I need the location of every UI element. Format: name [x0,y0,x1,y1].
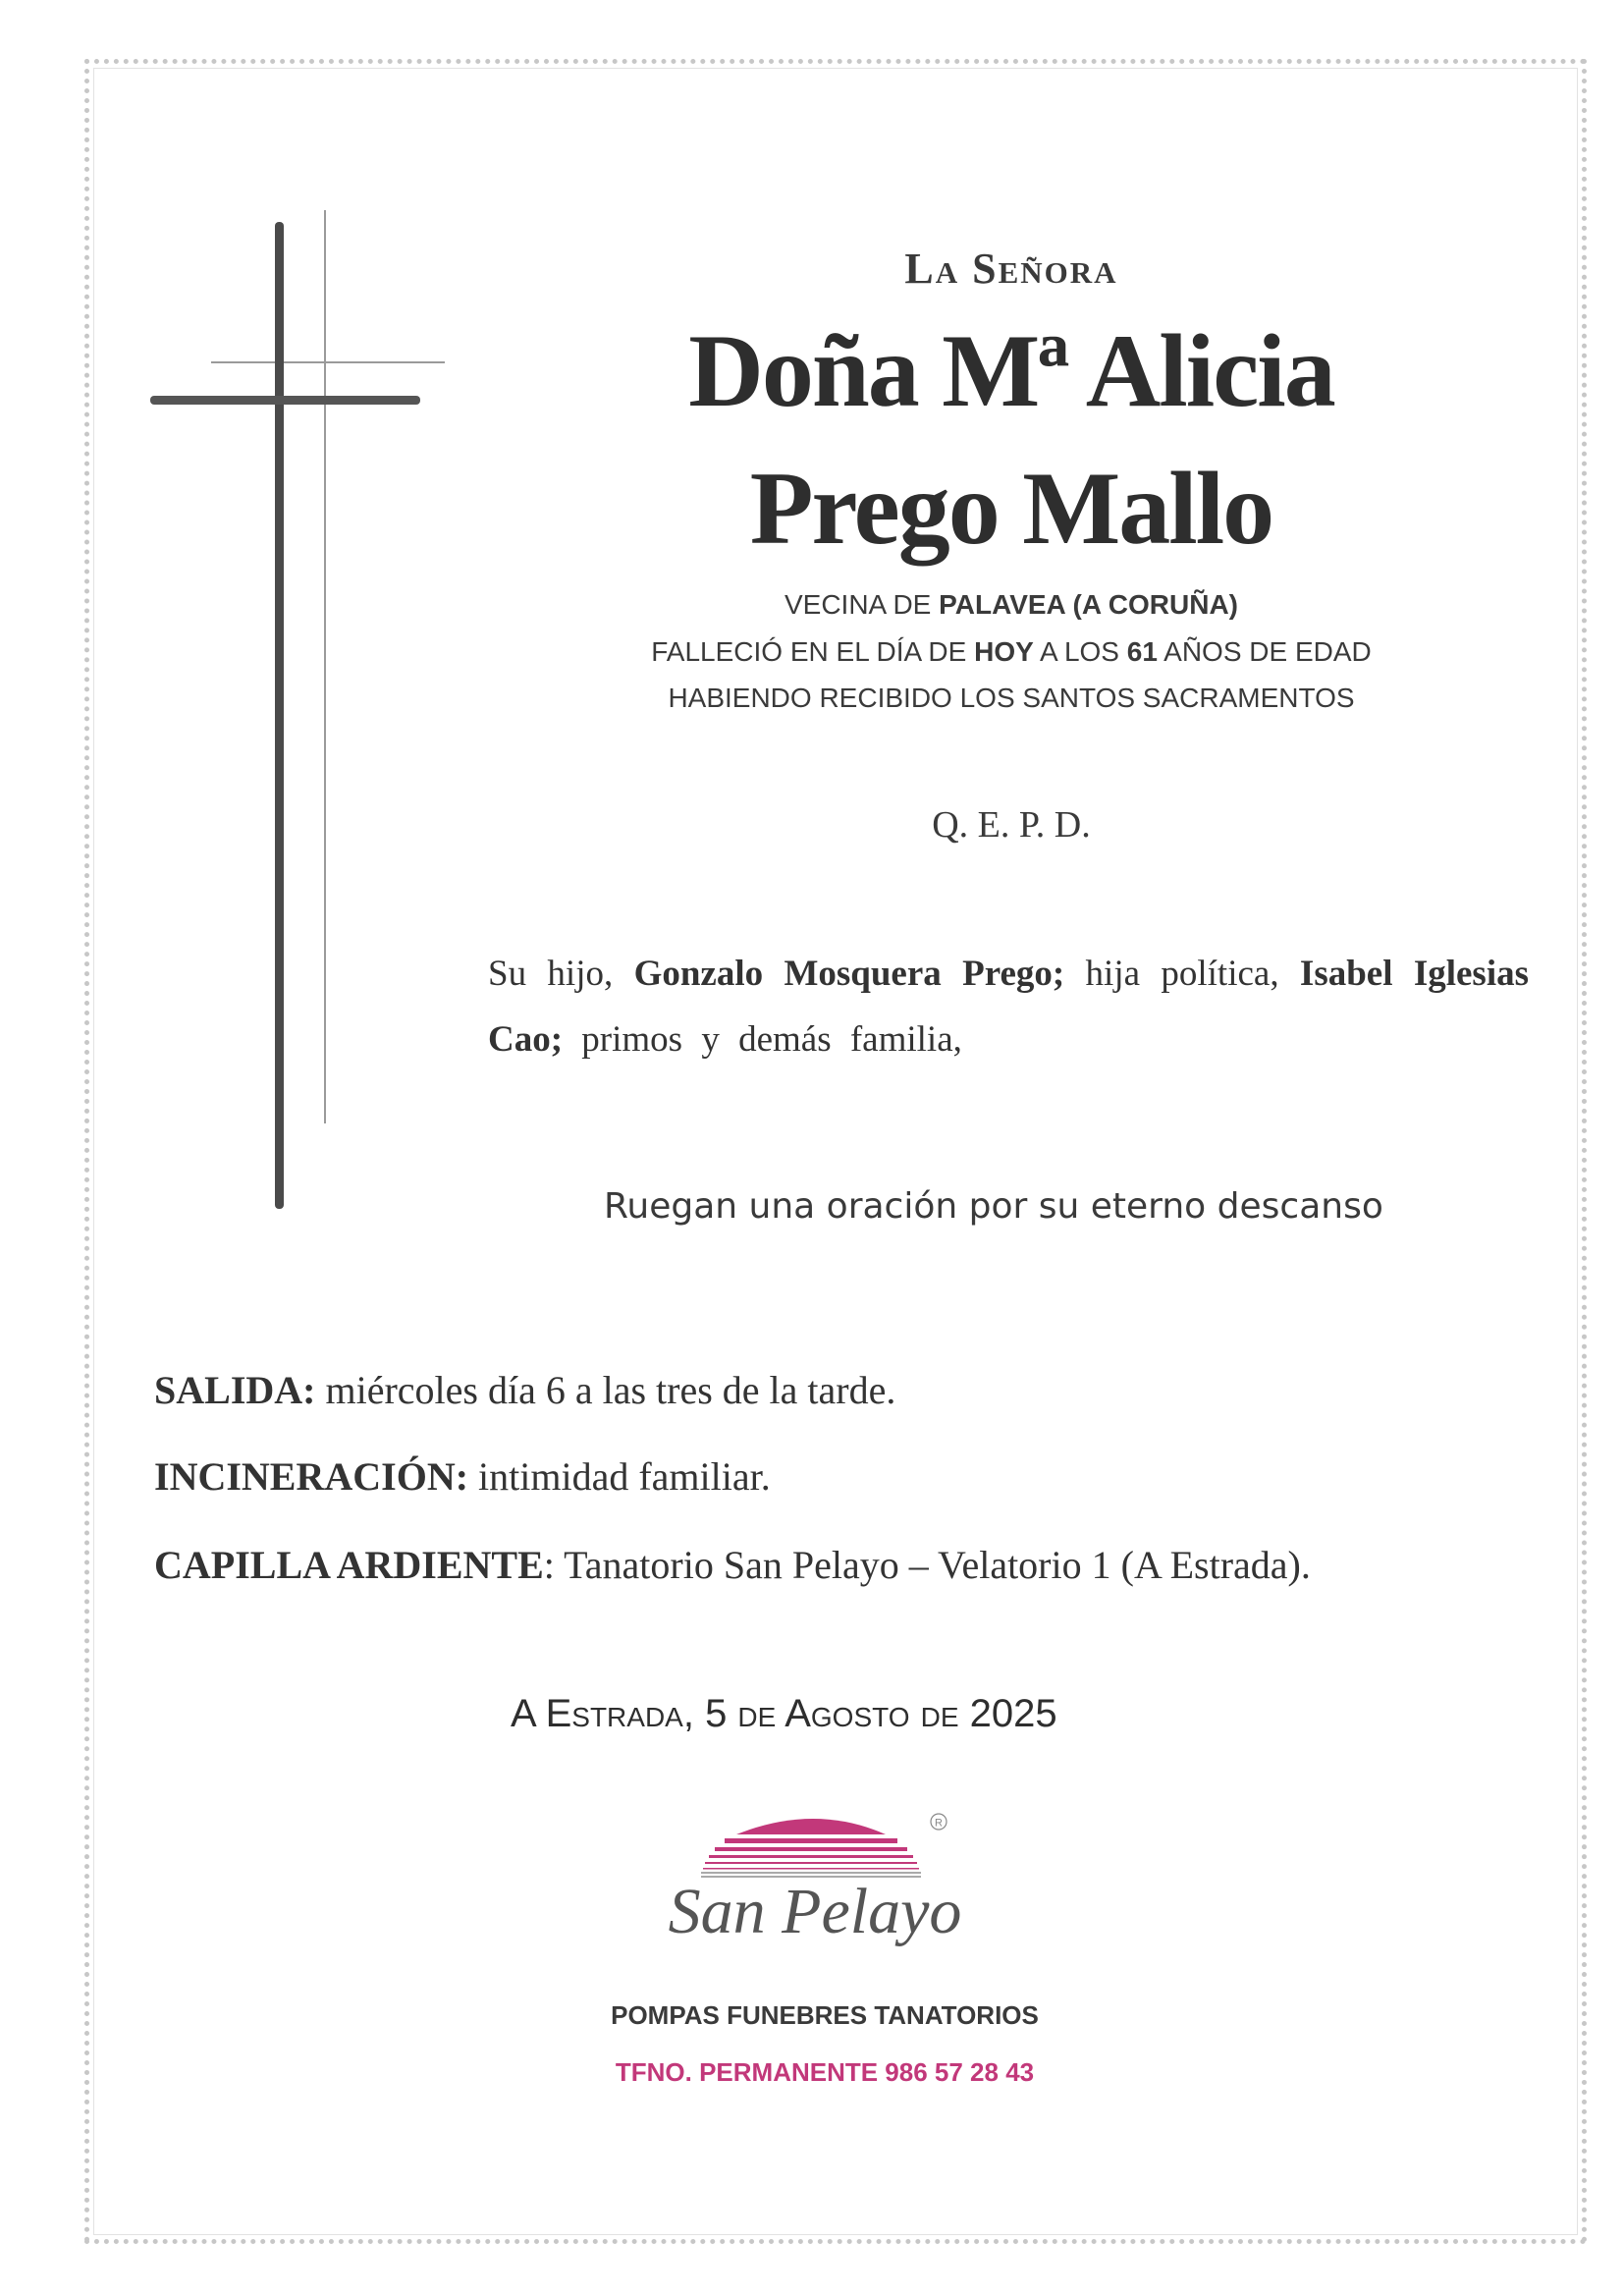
san-pelayo-logo [668,1807,962,1984]
cross-horizontal-thick [150,396,420,405]
cross-vertical-thin [324,210,326,1123]
cross-horizontal-thin [211,361,445,363]
detail-cremation: INCINERACIÓN: intimidad familiar. [154,1454,771,1499]
services-label: POMPAS FUNEBRES TANATORIOS [611,2000,1039,2030]
deceased-name-line2: Prego Mallo [749,451,1273,566]
detail-chapel: CAPILLA ARDIENTE: Tanatorio San Pelayo – Velatorio 1 (A Estrada). [154,1543,1311,1587]
logo-graphic [668,1807,962,1984]
detail-departure: SALIDA: miércoles día 6 a las tres de la tarde. [154,1368,896,1412]
residence-line: VECINA DE PALAVEA (A CORUÑA) [784,589,1239,620]
sacraments-line: HABIENDO RECIBIDO LOS SANTOS SACRAMENTOS [668,683,1355,713]
qepd: Q. E. P. D. [932,804,1091,846]
death-line: FALLECIÓ EN EL DÍA DE HOY A LOS 61 AÑOS DE EDAD [651,636,1372,667]
place-date: A Estrada, 5 de Agosto de 2025 [511,1692,1057,1735]
phone-label: TFNO. PERMANENTE 986 57 28 43 [615,2057,1035,2087]
svg-text:R: R [935,1817,943,1830]
prayer-request: Ruegan una oración por su eterno descanso [604,1186,1383,1227]
family-paragraph: Su hijo, Gonzalo Mosquera Prego; hija política, Isabel Iglesias Cao; primos y demás familia, [488,954,1530,1060]
cross-vertical-thick [275,222,284,1209]
svg-text:San Pelayo: San Pelayo [668,1876,962,1947]
honorific: La Señora [904,245,1118,293]
deceased-name-line1: Doña Mª Alicia [688,313,1334,428]
